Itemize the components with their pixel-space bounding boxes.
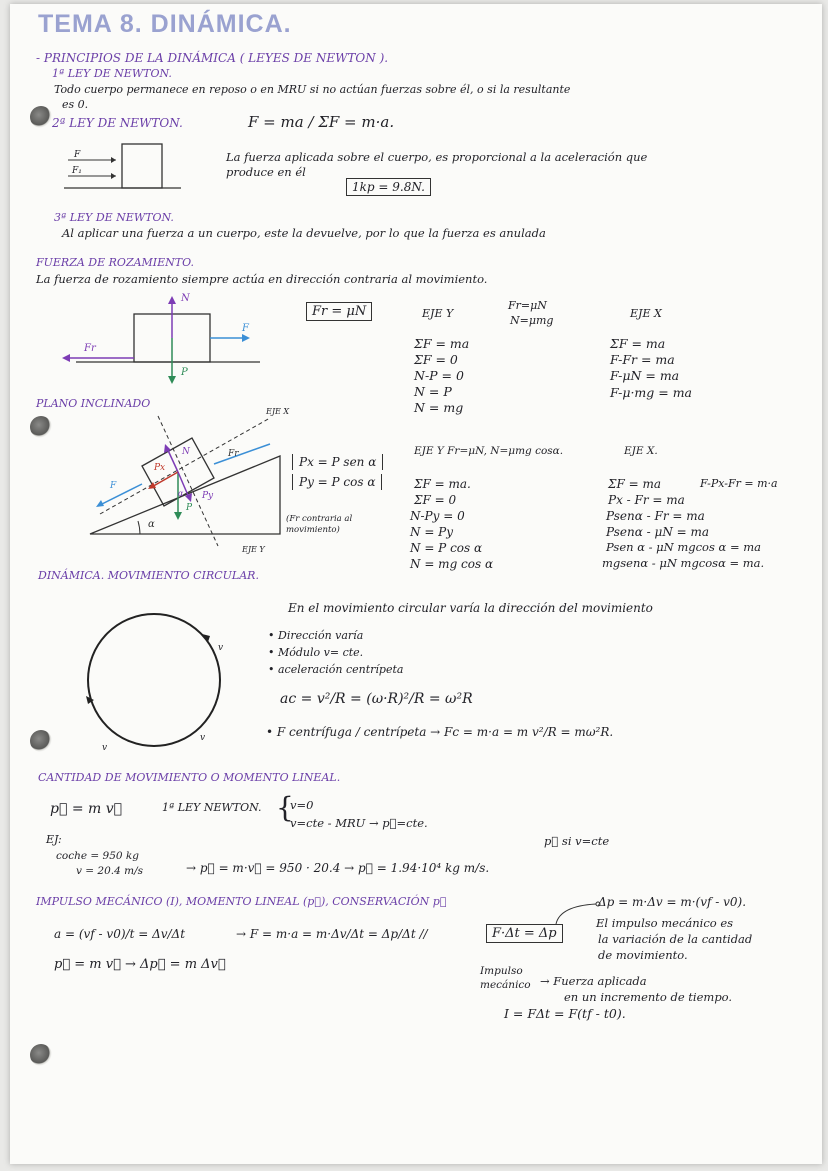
impulse-a-formula: a = (vf - v0)/t = Δv/Δt — [54, 927, 186, 941]
friction-label-p: P — [181, 367, 188, 378]
friction-eje-x-line: ΣF = ma — [610, 336, 666, 351]
incline-eje-x-line: mgsenα - μN mgcosα = ma. — [602, 556, 765, 570]
friction-label-n: N — [181, 293, 190, 304]
friction-heading: FUERZA DE ROZAMIENTO. — [36, 256, 195, 269]
second-law-text-cont: produce en él — [226, 165, 306, 179]
incline-eje-x-line: ΣF = ma — [608, 477, 662, 491]
friction-eje-y-title: EJE Y — [422, 307, 454, 320]
punch-hole — [30, 416, 52, 438]
impulse-applied: en un incremento de tiempo. — [564, 990, 733, 1004]
incline-eje-x-extra: F-Px-Fr = m·a — [700, 477, 778, 490]
circle-figure — [74, 608, 234, 758]
impulse-heading: IMPULSO MECÁNICO (I), MOMENTO LINEAL (p⃗), CONSERVACIÓN p⃗ — [36, 895, 447, 908]
momentum-cond-1: v=0 — [290, 798, 314, 812]
second-law-text: La fuerza aplicada sobre el cuerpo, es proporcional a la aceleración que — [226, 150, 648, 164]
impulse-label: Impulso — [480, 965, 523, 977]
impulse-applied: → Fuerza aplicada — [540, 974, 647, 988]
circular-bullet: • Dirección varía — [268, 629, 364, 642]
incline-heading: PLANO INCLINADO — [36, 397, 151, 410]
impulse-desc: El impulso mecánico es — [596, 916, 734, 930]
incline-axis-y-label: EJE Y — [242, 545, 265, 554]
example-line: v = 20.4 m/s — [76, 865, 144, 877]
fig-label-f1: F₁ — [72, 166, 82, 176]
momentum-cond-2: v=cte - MRU → p⃗=cte. — [290, 816, 428, 830]
second-law-title: 2ª LEY DE NEWTON. — [52, 116, 183, 130]
example-calc: → p⃗ = m·v⃗ = 950 · 20.4 → p⃗ = 1.94·10⁴ kg m/s. — [186, 861, 490, 875]
circular-bullet: • aceleración centrípeta — [268, 663, 404, 676]
punch-hole — [30, 106, 52, 128]
circle-label-v: v — [200, 733, 206, 743]
momentum-first-law: 1ª LEY NEWTON. — [162, 801, 262, 814]
incline-eje-y-line: N = Py — [410, 525, 454, 539]
friction-label-fr: Fr — [84, 343, 96, 354]
page-title: TEMA 8. DINÁMICA. — [38, 10, 292, 38]
incline-eje-y-line: ΣF = ma. — [414, 477, 471, 491]
friction-eje-y-line: N = P — [414, 384, 452, 399]
centripetal-formula: ac = v²/R = (ω·R)²/R = ω²R — [280, 691, 473, 707]
bullet-text: Módulo v= cte. — [278, 646, 364, 659]
incline-eje-x-title: EJE X. — [624, 445, 658, 457]
incline-eje-y-line: N-Py = 0 — [410, 509, 465, 523]
impulse-f-formula: → F = m·a = m·Δv/Δt = Δp/Δt // — [236, 927, 428, 941]
impulse-label: mecánico — [480, 979, 531, 991]
incline-label-n: N — [182, 447, 190, 457]
friction-formula-box: Fr = μN — [306, 302, 372, 321]
first-law-text-cont: es 0. — [62, 98, 89, 111]
momentum-heading: CANTIDAD DE MOVIMIENTO O MOMENTO LINEAL. — [38, 771, 341, 784]
friction-eje-y-line: N = mg — [414, 400, 464, 415]
friction-eje-x-line: F-Fr = ma — [610, 352, 675, 367]
incline-figure — [70, 408, 290, 548]
incline-axis-x-label: EJE X — [266, 407, 290, 416]
friction-label-f: F — [242, 323, 249, 334]
bullet-text: aceleración centrípeta — [278, 663, 404, 676]
friction-note-1: Fr=μN — [508, 299, 547, 312]
incline-eje-y-line: N = P cos α — [410, 541, 483, 555]
friction-text: La fuerza de rozamiento siempre actúa en dirección contraria al movimiento. — [36, 272, 488, 286]
circle-label-v: v — [218, 643, 224, 653]
third-law-title: 3ª LEY DE NEWTON. — [54, 211, 174, 224]
impulse-delta-p: Δp = m·Δv = m·(vf - v0). — [598, 895, 747, 909]
friction-eje-x-line: F-μN = ma — [610, 368, 680, 383]
punch-hole — [30, 1044, 52, 1066]
impulse-desc: la variación de la cantidad — [598, 932, 753, 946]
impulse-i-formula: I = FΔt = F(tf - t0). — [504, 1006, 626, 1021]
friction-eje-y-line: N-P = 0 — [414, 368, 464, 383]
notebook-page — [10, 4, 822, 1164]
circular-bullet: • Módulo v= cte. — [268, 646, 364, 659]
impulse-p-line: p⃗ = m v⃗ → Δp⃗ = m Δv⃗ — [54, 957, 226, 972]
incline-label-p: P — [186, 503, 193, 513]
circular-intro: En el movimiento circular varía la dirección del movimiento — [288, 601, 653, 615]
friction-figure — [50, 292, 270, 388]
incline-box-py: Py = P cos α — [292, 474, 382, 490]
incline-eje-y-line: ΣF = 0 — [414, 493, 457, 507]
incline-eje-y-title: EJE Y Fr=μN, N=μmg cosα. — [414, 445, 564, 457]
impulse-desc: de movimiento. — [598, 948, 688, 962]
circle-label-v: v — [102, 743, 108, 753]
incline-label-px: Px — [154, 463, 166, 473]
friction-eje-y-line: ΣF = 0 — [414, 352, 458, 367]
incline-label-alpha: α — [148, 519, 155, 530]
incline-label-f: F — [110, 481, 117, 491]
friction-eje-x-title: EJE X — [630, 307, 662, 320]
incline-label-py: Py — [202, 491, 214, 501]
third-law-text: Al aplicar una fuerza a un cuerpo, este la devuelve, por lo que la fuerza es anulada — [62, 226, 546, 240]
incline-eje-x-line: Psen α - μN mgcos α = ma — [606, 540, 762, 554]
friction-eje-y-line: ΣF = ma — [414, 336, 470, 351]
impulse-box: F·Δt = Δp — [486, 924, 563, 943]
incline-note: (Fr contraria al movimiento) — [286, 514, 353, 536]
friction-note-2: N=μmg — [510, 314, 554, 327]
incline-label-fr: Fr — [228, 449, 239, 459]
newton-heading: - PRINCIPIOS DE LA DINÁMICA ( LEYES DE NEWTON ). — [36, 51, 389, 65]
second-law-formula: F = ma / ΣF = m·a. — [248, 113, 395, 131]
incline-eje-x-line: Psenα - Fr = ma — [606, 509, 705, 523]
incline-eje-y-line: N = mg cos α — [410, 557, 494, 571]
punch-hole — [30, 730, 52, 752]
incline-eje-x-line: Px - Fr = ma — [608, 493, 685, 507]
momentum-formula: p⃗ = m v⃗ — [50, 801, 123, 817]
incline-box-px: Px = P sen α — [292, 454, 383, 470]
first-law-text: Todo cuerpo permanece en reposo o en MRU si no actúan fuerzas sobre él, o si la resultante — [54, 83, 571, 96]
incline-label-alpha-top: α — [178, 489, 184, 498]
bullet-text: Dirección varía — [278, 629, 364, 642]
momentum-side-note: p⃗ si v=cte — [544, 834, 610, 848]
fig-label-f: F — [74, 150, 81, 160]
example-label: EJ: — [46, 833, 62, 846]
brace: { — [276, 791, 294, 824]
friction-eje-x-line: F-μ·mg = ma — [610, 385, 693, 400]
incline-eje-x-line: Psenα - μN = ma — [606, 525, 710, 539]
circular-heading: DINÁMICA. MOVIMIENTO CIRCULAR. — [38, 569, 259, 582]
example-line: coche = 950 kg — [56, 850, 139, 862]
kgf-box: 1kp = 9.8N. — [346, 178, 431, 196]
first-law-title: 1ª LEY DE NEWTON. — [52, 67, 172, 80]
centripetal-force: • F centrífuga / centrípeta → Fc = m·a = m v²/R = mω²R. — [266, 725, 614, 739]
